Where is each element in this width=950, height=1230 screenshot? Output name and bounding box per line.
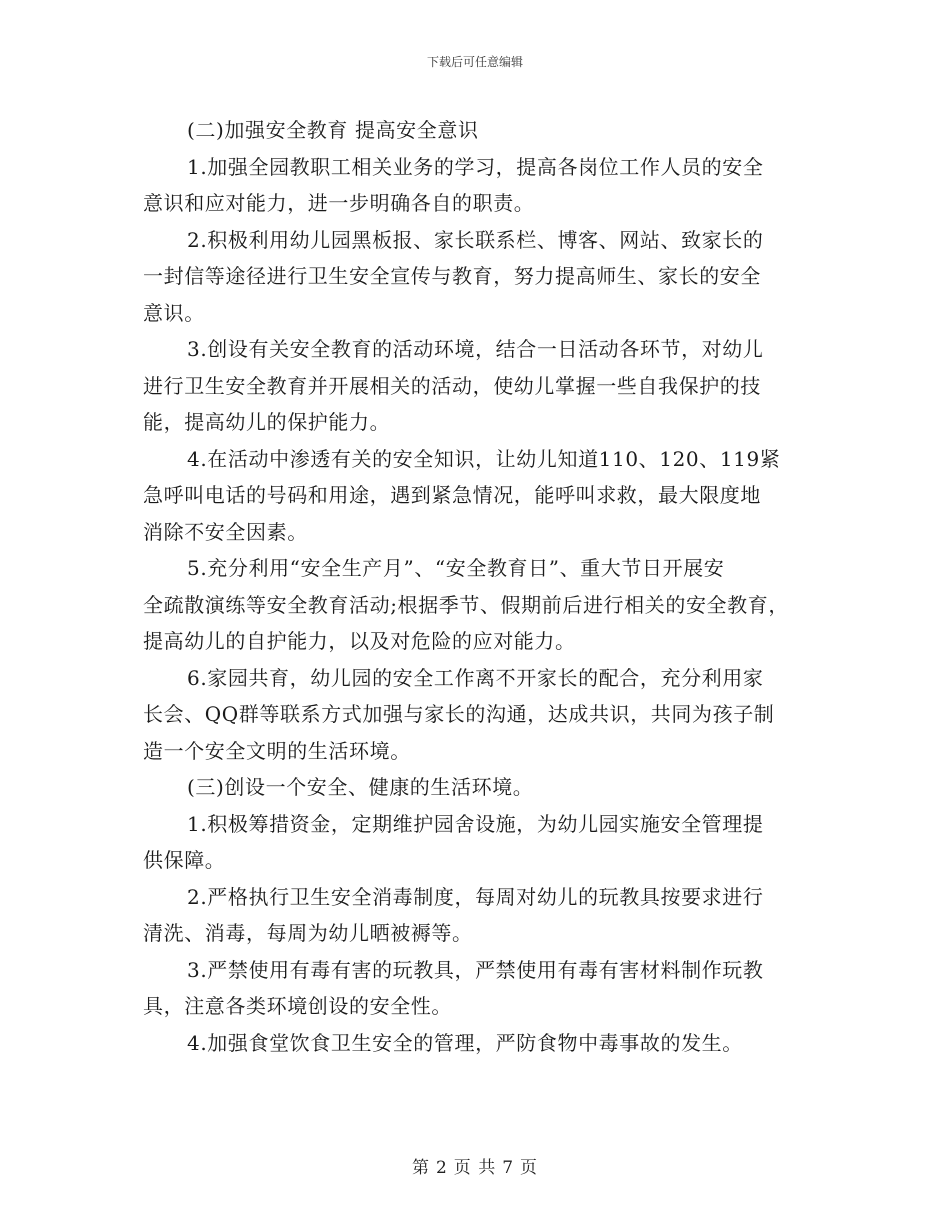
paragraph-line: 供保障。 <box>143 848 226 872</box>
paragraph-line: 2.积极利用幼儿园黑板报、家长联系栏、博客、网站、致家长的 <box>187 227 764 252</box>
paragraph-line: 意识和应对能力，进一步明确各自的职责。 <box>143 191 535 215</box>
paragraph-line: 1.加强全园教职工相关业务的学习，提高各岗位工作人员的安全 <box>187 154 764 179</box>
paragraph-line: 4.在活动中渗透有关的安全知识，让幼儿知道110、120、119紧 <box>187 446 781 471</box>
total-page-count: 7 <box>502 1158 515 1178</box>
paragraph-line: 能，提高幼儿的保护能力。 <box>143 410 391 434</box>
paragraph-line: 消除不安全因素。 <box>143 519 308 544</box>
paragraph-line: 一封信等途径进行卫生安全宣传与教育，努力提高师生、家长的安全 <box>143 264 761 288</box>
paragraph-line: 全疏散演练等安全教育活动;根据季节、假期前后进行相关的安全教育， <box>143 592 789 617</box>
paragraph-line: 3.严禁使用有毒有害的玩教具，严禁使用有毒有害材料制作玩教 <box>187 957 764 982</box>
paragraph-line: 造一个安全文明的生活环境。 <box>143 738 411 763</box>
document-body <box>143 112 813 1061</box>
page-footer-suffix: 页 <box>520 1158 539 1178</box>
paragraph-line: 进行卫生安全教育并开展相关的活动，使幼儿掌握一些自我保护的技 <box>143 373 761 398</box>
paragraph-line: 意识。 <box>143 300 205 325</box>
page-footer-prefix: 第 <box>411 1158 430 1178</box>
paragraph-line: 急呼叫电话的号码和用途，遇到紧急情况，能呼叫求救，最大限度地 <box>143 483 761 507</box>
paragraph-line: 长会、QQ群等联系方式加强与家长的沟通，达成共识，共同为孩子制 <box>143 702 775 726</box>
paragraph-line: 5.充分利用“安全生产月”、“安全教育日”、重大节日开展安 <box>187 556 725 580</box>
paragraph-line: 2.严格执行卫生安全消毒制度，每周对幼儿的玩教具按要求进行 <box>187 884 764 909</box>
paragraph-line: 1.积极筹措资金，定期维护园舍设施，为幼儿园实施安全管理提 <box>187 811 764 836</box>
page-footer-middle: 页 共 <box>453 1158 497 1178</box>
paragraph-line: 清洗、消毒，每周为幼儿晒被褥等。 <box>143 921 473 945</box>
paragraph-line: 具，注意各类环境创设的安全性。 <box>143 994 452 1018</box>
paragraph-line: 4.加强食堂饮食卫生安全的管理，严防食物中毒事故的发生。 <box>187 1030 743 1055</box>
paragraph-line: 6.家园共育，幼儿园的安全工作离不开家长的配合，充分利用家 <box>187 665 764 690</box>
current-page-number: 2 <box>435 1158 448 1178</box>
section-heading: (三)创设一个安全、健康的生活环境。 <box>187 775 534 799</box>
paragraph-line: 提高幼儿的自护能力，以及对危险的应对能力。 <box>143 629 576 653</box>
section-heading: (二)加强安全教育 提高安全意识 <box>187 118 479 142</box>
page-header-note: 下载后可任意编辑 <box>426 55 523 69</box>
paragraph-line: 3.创设有关安全教育的活动环境，结合一日活动各环节，对幼儿 <box>187 337 764 361</box>
page-footer <box>0 1153 950 1178</box>
